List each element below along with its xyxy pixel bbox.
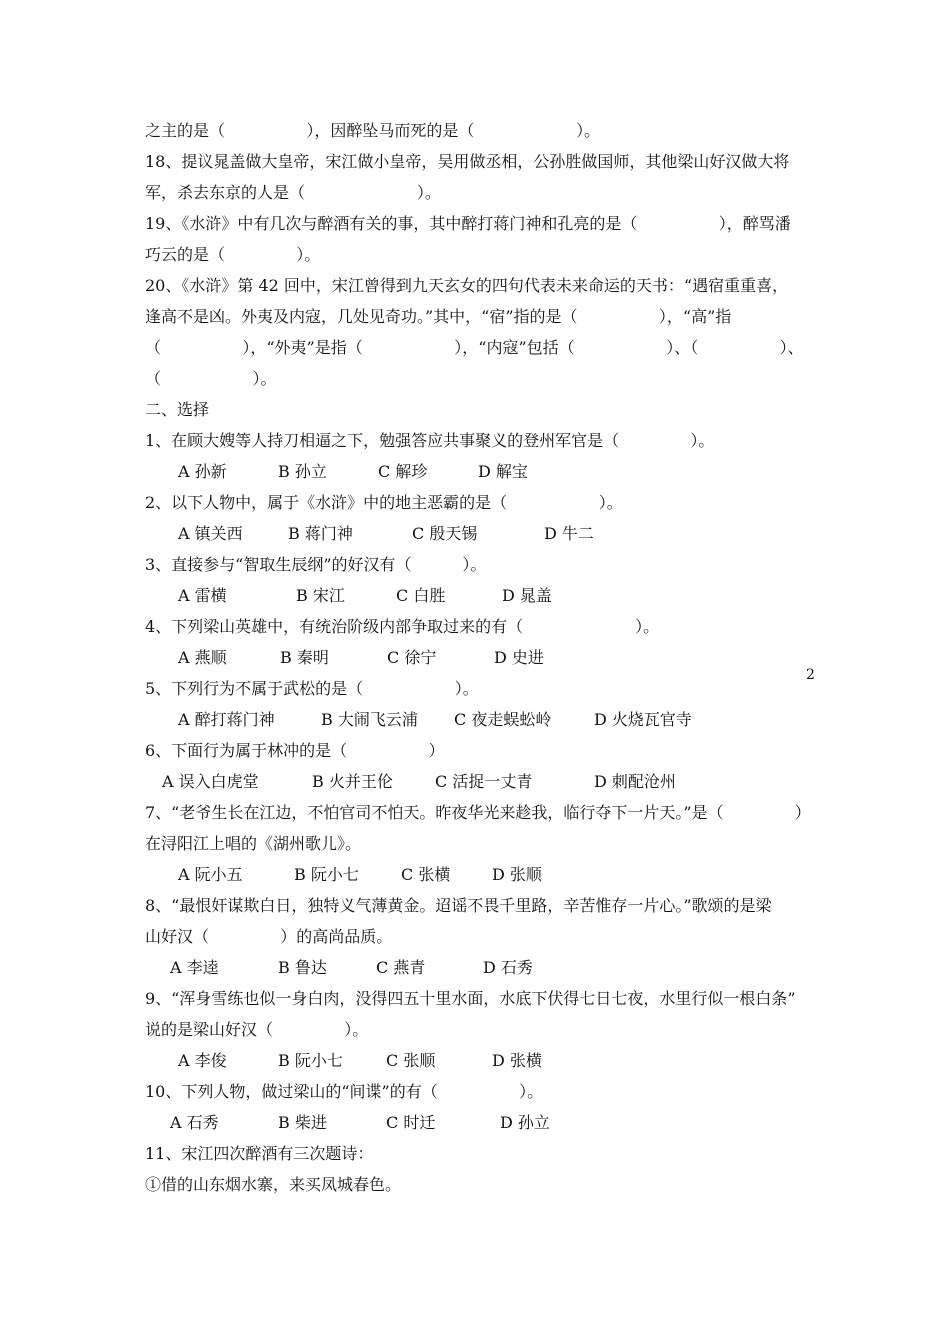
option-b: B 宋江 (296, 586, 345, 605)
option-a: A 李俊 (178, 1051, 227, 1070)
question-stem: 3、直接参与“智取生辰纲”的好汉有（ ）。 (145, 555, 487, 574)
option-d: D 解宝 (478, 462, 528, 481)
fill-line: （ ）。 (145, 369, 277, 388)
page-number: 2 (806, 667, 815, 683)
option-c: C 夜走蜈蚣岭 (454, 710, 552, 729)
option-b: B 火并王伦 (312, 772, 393, 791)
option-a: A 阮小五 (178, 865, 243, 884)
option-d: D 刺配沧州 (594, 772, 676, 791)
option-d: D 张横 (492, 1051, 542, 1070)
option-b: B 鲁达 (278, 958, 327, 977)
question-stem: 6、下面行为属于林冲的是（ ） (145, 741, 445, 760)
option-d: D 张顺 (492, 865, 542, 884)
option-a: A 燕顺 (178, 648, 227, 667)
option-c: C 张横 (401, 865, 451, 884)
option-a: A 雷横 (178, 586, 227, 605)
fill-line: 18、提议晁盖做大皇帝，宋江做小皇帝，吴用做丞相，公孙胜做国师，其他梁山好汉做大将 (145, 152, 790, 171)
option-a: A 醉打蒋门神 (178, 710, 275, 729)
fill-line: 军，杀去东京的人是（ ）。 (145, 183, 441, 202)
option-b: B 大闹飞云浦 (321, 710, 418, 729)
option-c: C 张顺 (386, 1051, 436, 1070)
option-c: C 燕青 (376, 958, 426, 977)
option-c: C 殷天锡 (412, 524, 478, 543)
option-c: C 活捉一丈青 (435, 772, 533, 791)
option-a: A 孙新 (178, 462, 227, 481)
option-a: A 李逵 (170, 958, 219, 977)
option-c: C 徐宁 (387, 648, 437, 667)
option-b: B 蒋门神 (288, 524, 353, 543)
question-stem: 9、“浑身雪练也似一身白肉，没得四五十里水面，水底下伏得七日七夜，水里行似一根白条” (145, 989, 796, 1008)
option-d: D 晁盖 (502, 586, 552, 605)
fill-line: 巧云的是（ ）。 (145, 245, 321, 264)
option-a: A 石秀 (170, 1113, 219, 1132)
question-stem-continued: ①借的山东烟水寨，来买凤城春色。 (145, 1175, 402, 1194)
question-stem: 1、在顾大嫂等人持刀相逼之下，勉强答应共事聚义的登州军官是（ ）。 (145, 431, 715, 450)
option-c: C 解珍 (378, 462, 428, 481)
question-stem-continued: 在浔阳江上唱的《湖州歌儿》。 (145, 834, 362, 853)
fill-line: 之主的是（ ），因醉坠马而死的是（ ）。 (145, 121, 601, 140)
option-b: B 柴进 (278, 1113, 327, 1132)
option-c: C 白胜 (396, 586, 446, 605)
option-d: D 火烧瓦官寺 (594, 710, 692, 729)
option-b: B 秦明 (280, 648, 329, 667)
question-stem: 8、“最恨奸谋欺白日，独特义气薄黄金。迢谣不畏千里路，辛苦惟存一片心。”歌颂的是梁 (145, 896, 772, 915)
option-d: D 牛二 (544, 524, 594, 543)
fill-line: 逢高不是凶。外夷及内寇，几处见奇功。”其中，“宿”指的是（ ），“高”指 (145, 307, 732, 326)
option-c: C 时迁 (386, 1113, 436, 1132)
question-stem: 7、“老爷生长在江边，不怕官司不怕天。昨夜华光来趁我，临行夺下一片天。”是（ ） (145, 803, 811, 822)
option-b: B 阮小七 (278, 1051, 343, 1070)
option-d: D 史进 (494, 648, 544, 667)
question-stem-continued: 说的是梁山好汉（ ）。 (145, 1020, 369, 1039)
question-stem: 10、下列人物，做过梁山的“间谍”的有（ ）。 (145, 1082, 544, 1101)
fill-line: 19、《水浒》中有几次与醉酒有关的事，其中醉打蒋门神和孔亮的是（ ），醉骂潘 (145, 214, 791, 233)
question-stem-continued: 山好汉（ ）的高尚品质。 (145, 927, 393, 946)
question-stem: 2、以下人物中，属于《水浒》中的地主恶霸的是（ ）。 (145, 493, 623, 512)
question-stem: 4、下列梁山英雄中，有统治阶级内部争取过来的有（ ）。 (145, 617, 660, 636)
fill-line: （ ），“外夷”是指（ ），“内寇”包括（ ）、（ ）、 (145, 338, 804, 357)
fill-line: 20、《水浒》第 42 回中，宋江曾得到九天玄女的四句代表未来命运的天书：“遇宿重重喜， (145, 276, 789, 295)
section-title: 二、选择 (145, 400, 210, 419)
question-stem: 5、下列行为不属于武松的是（ ）。 (145, 679, 479, 698)
option-d: D 石秀 (483, 958, 533, 977)
option-d: D 孙立 (500, 1113, 550, 1132)
option-b: B 阮小七 (294, 865, 359, 884)
option-a: A 误入白虎堂 (162, 772, 259, 791)
option-a: A 镇关西 (178, 524, 243, 543)
option-b: B 孙立 (278, 462, 327, 481)
question-stem: 11、宋江四次醉酒有三次题诗： (145, 1144, 374, 1163)
